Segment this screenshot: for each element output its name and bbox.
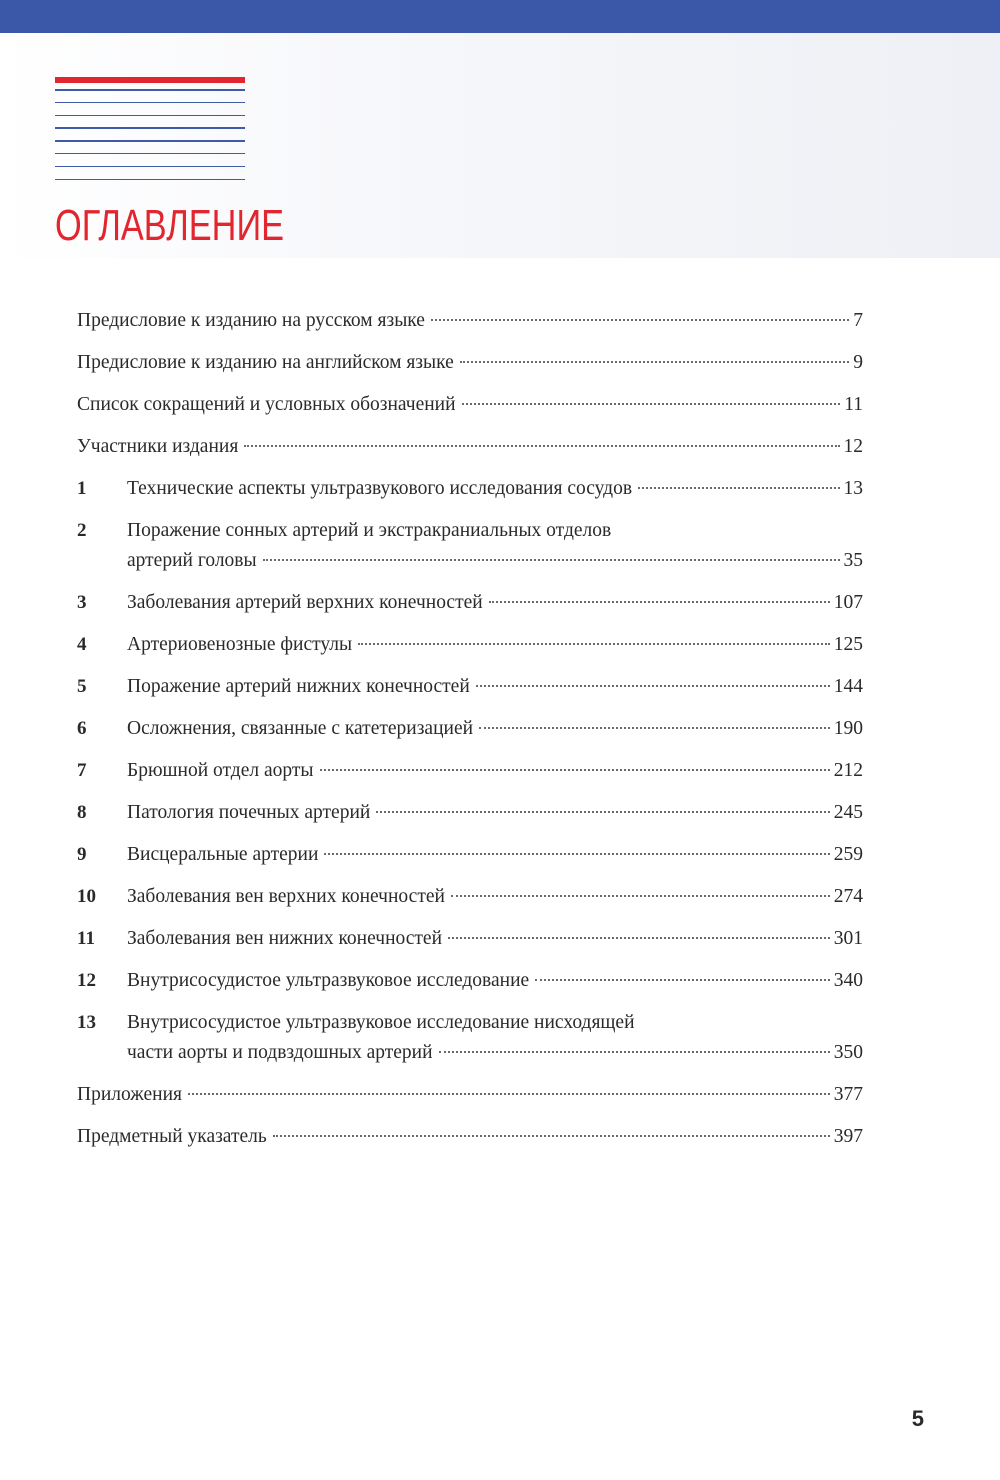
toc-entry[interactable] (77, 306, 863, 336)
dot-leader (460, 361, 850, 363)
chapter-number: 7 (77, 760, 87, 781)
toc-entry-line (127, 1038, 863, 1068)
dot-leader (535, 979, 830, 981)
toc-entry-title: Заболевания артерий верхних конечностей (127, 592, 483, 613)
toc-entry-line (77, 1122, 863, 1152)
toc-entry-body (77, 1080, 863, 1110)
toc-entry[interactable] (77, 924, 863, 954)
toc-page-number: 125 (833, 634, 863, 655)
toc-page-number: 35 (843, 550, 863, 571)
dot-leader (324, 853, 829, 855)
toc-entry-title: Предметный указатель (77, 1126, 267, 1147)
toc-page-number: 212 (833, 760, 863, 781)
chapter-number: 13 (77, 1012, 96, 1033)
toc-entry[interactable] (77, 516, 863, 576)
toc-entry-line (127, 474, 863, 504)
dot-leader (358, 643, 830, 645)
toc-entry-body (127, 672, 863, 702)
toc-entry-body (127, 588, 863, 618)
dot-leader (188, 1093, 830, 1095)
toc-entry-body (77, 390, 863, 420)
toc-entry-title: части аорты и подвздошных артерий (127, 1042, 433, 1063)
toc-entry-title: Приложения (77, 1084, 182, 1105)
chapter-number: 8 (77, 802, 87, 823)
toc-page-number: 13 (843, 478, 863, 499)
toc-entry-title: Поражение артерий нижних конечностей (127, 676, 470, 697)
chapter-number: 6 (77, 718, 87, 739)
toc-page-number: 12 (843, 436, 863, 457)
chapter-number: 12 (77, 970, 96, 991)
decorative-stripes (55, 77, 245, 191)
dot-leader (376, 811, 829, 813)
dot-leader (263, 559, 840, 561)
toc-entry-title: Осложнения, связанные с катетеризацией (127, 718, 474, 739)
toc-entry[interactable] (77, 390, 863, 420)
toc-page-number: 245 (833, 802, 863, 823)
toc-entry-title: Список сокращений и условных обозначений (77, 394, 456, 415)
toc-entry-body (127, 924, 863, 954)
toc-page-number: 377 (833, 1084, 863, 1105)
toc-page-number: 7 (853, 310, 863, 331)
toc-page-number: 340 (833, 970, 863, 991)
toc-page-number: 350 (833, 1042, 863, 1063)
toc-entry-body (127, 516, 863, 576)
toc-entry[interactable] (77, 714, 863, 744)
toc-page-number: 397 (833, 1126, 863, 1147)
toc-entry-line (127, 714, 863, 744)
toc-entry-line (127, 966, 863, 996)
chapter-number: 3 (77, 592, 87, 613)
chapter-number: 9 (77, 844, 87, 865)
blue-stripe (55, 140, 245, 142)
blue-stripe (55, 89, 245, 91)
dot-leader (462, 403, 841, 405)
toc-entry-title: Артериовенозные фистулы (127, 634, 353, 655)
toc-page-number: 190 (833, 718, 863, 739)
chapter-number: 5 (77, 676, 87, 697)
chapter-number: 4 (77, 634, 87, 655)
toc-entry-body (127, 966, 863, 996)
toc-entry-line (127, 924, 863, 954)
red-stripe (55, 77, 245, 83)
toc-entry-title: Предисловие к изданию на русском языке (77, 310, 425, 331)
toc-entry-line (127, 798, 863, 828)
toc-entry-line (77, 1080, 863, 1110)
toc-entry[interactable] (77, 1122, 863, 1152)
toc-entry[interactable] (77, 798, 863, 828)
page-number: 5 (911, 1406, 924, 1431)
dot-leader (431, 319, 849, 321)
toc-entry-line (127, 882, 863, 912)
toc-entry-title: Внутрисосудистое ультразвуковое исследование (127, 970, 530, 991)
toc-entry[interactable] (77, 672, 863, 702)
blue-stripe (55, 166, 245, 168)
toc-entry-body (127, 1008, 863, 1068)
blue-stripe (55, 179, 245, 181)
dot-leader (273, 1135, 830, 1137)
toc-entry-body (127, 882, 863, 912)
toc-entry-title: Участники издания (77, 436, 239, 457)
blue-stripe (55, 127, 245, 129)
table-of-contents (77, 306, 863, 1164)
dot-leader (479, 727, 830, 729)
toc-entry-line (127, 672, 863, 702)
toc-entry-line (127, 630, 863, 660)
toc-entry[interactable] (77, 474, 863, 504)
dot-leader (320, 769, 830, 771)
toc-entry-line (77, 306, 863, 336)
toc-entry-body (127, 714, 863, 744)
toc-entry-line (127, 546, 863, 576)
toc-page-number: 9 (853, 352, 863, 373)
chapter-number: 10 (77, 886, 96, 907)
toc-entry-title: Предисловие к изданию на английском языке (77, 352, 454, 373)
chapter-number: 1 (77, 478, 87, 499)
toc-entry[interactable] (77, 588, 863, 618)
toc-entry-title: Брюшной отдел аорты (127, 760, 314, 781)
toc-entry[interactable] (77, 348, 863, 378)
toc-entry-line (77, 432, 863, 462)
toc-entry-title-line: Внутрисосудистое ультразвуковое исследование нисходящей (127, 1012, 635, 1033)
toc-entry[interactable] (77, 432, 863, 462)
toc-page-number: 144 (833, 676, 863, 697)
toc-entry-title: Заболевания вен верхних конечностей (127, 886, 445, 907)
toc-entry-body (127, 798, 863, 828)
blue-stripe (55, 102, 245, 104)
dot-leader (489, 601, 830, 603)
toc-entry-body (127, 474, 863, 504)
toc-entry-body (77, 348, 863, 378)
toc-entry[interactable] (77, 882, 863, 912)
page-title: ОГЛАВЛЕНИЕ (55, 201, 285, 250)
toc-entry-line (127, 756, 863, 786)
top-color-bar (0, 0, 1000, 33)
dot-leader (476, 685, 830, 687)
toc-entry-title: артерий головы (127, 550, 257, 571)
dot-leader (244, 445, 839, 447)
toc-entry-title: Патология почечных артерий (127, 802, 371, 823)
toc-page-number: 259 (833, 844, 863, 865)
toc-page-number: 107 (833, 592, 863, 613)
toc-entry-body (77, 306, 863, 336)
chapter-number: 11 (77, 928, 95, 949)
toc-entry-body (77, 432, 863, 462)
toc-entry-body (127, 840, 863, 870)
dot-leader (451, 895, 830, 897)
toc-page-number: 274 (833, 886, 863, 907)
toc-entry-line (77, 348, 863, 378)
toc-entry-title: Технические аспекты ультразвукового исследования сосудов (127, 478, 633, 499)
blue-stripe (55, 153, 245, 155)
toc-entry-body (127, 756, 863, 786)
toc-page-number: 301 (833, 928, 863, 949)
toc-entry-body (127, 630, 863, 660)
toc-entry-title: Висцеральные артерии (127, 844, 319, 865)
toc-entry[interactable] (77, 966, 863, 996)
blue-stripe (55, 115, 245, 117)
toc-entry-line (127, 840, 863, 870)
toc-entry-line (127, 588, 863, 618)
toc-entry[interactable] (77, 630, 863, 660)
toc-page-number: 11 (844, 394, 863, 415)
toc-entry-line (77, 390, 863, 420)
toc-entry-title: Заболевания вен нижних конечностей (127, 928, 443, 949)
toc-entry[interactable] (77, 1080, 863, 1110)
chapter-number: 2 (77, 520, 87, 541)
toc-entry[interactable] (77, 1008, 863, 1068)
dot-leader (439, 1051, 830, 1053)
toc-entry-title-line: Поражение сонных артерий и экстракраниальных отделов (127, 520, 612, 541)
toc-entry[interactable] (77, 840, 863, 870)
toc-entry-body (77, 1122, 863, 1152)
dot-leader (448, 937, 830, 939)
toc-entry[interactable] (77, 756, 863, 786)
dot-leader (638, 487, 839, 489)
